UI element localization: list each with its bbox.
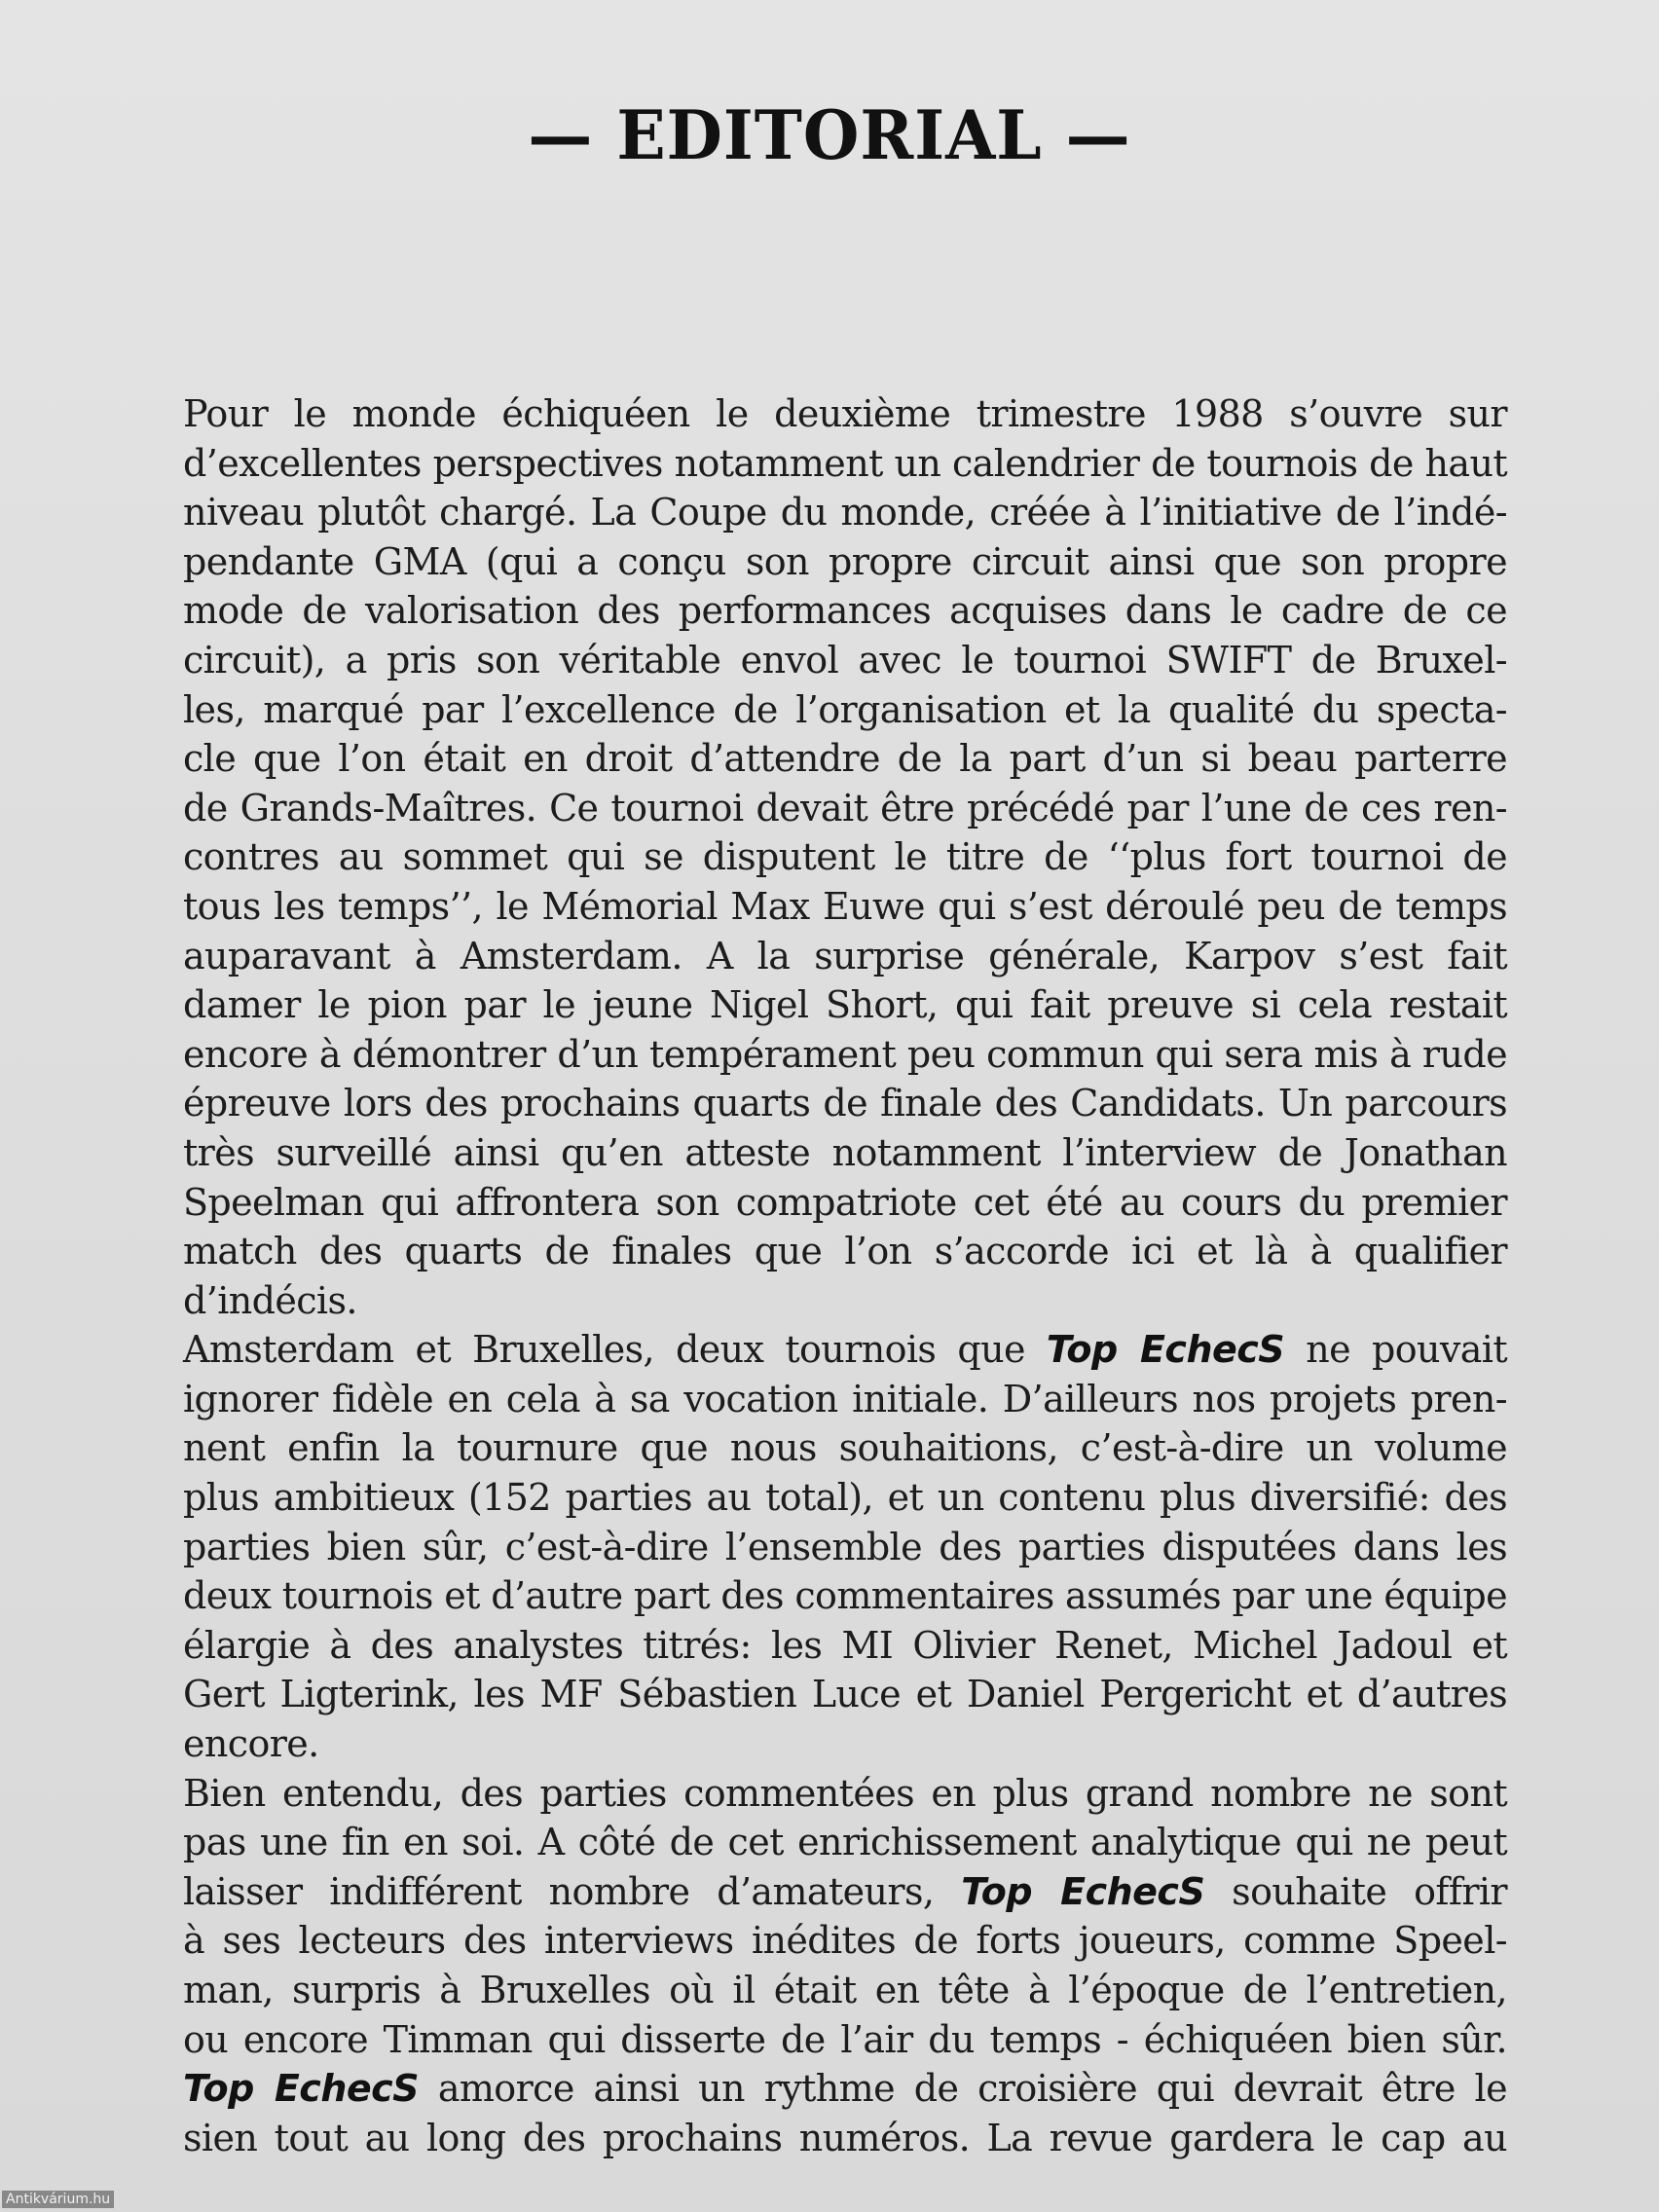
page-title: — EDITORIAL —: [528, 95, 1131, 175]
text-line: ou encore Timman qui disserte de l’air du temps - échiquéen bien sûr.: [183, 2017, 1507, 2061]
text-line: cle que l’on était en droit d’attendre de la part d’un si beau parterre: [183, 737, 1507, 781]
text-line: damer le pion par le jeune Nigel Short, qui fait preuve si cela restait: [183, 983, 1507, 1027]
text-line: auparavant à Amsterdam. A la surprise générale, Karpov s’est fait: [183, 934, 1507, 977]
text-line: Speelman qui affrontera son compatriote cet été au cours du premier: [183, 1180, 1507, 1224]
text-line: d’indécis.: [183, 1278, 357, 1322]
text-line-with-brand: [183, 2064, 1507, 2114]
text-line: de Grands-Maîtres. Ce tournoi devait être précédé par l’une de ces ren-: [183, 786, 1507, 830]
text-line: pas une fin en soi. A côté de cet enrichissement analytique qui ne peut: [183, 1821, 1507, 1864]
text-line: ignorer fidèle en cela à sa vocation initiale. D’ailleurs nos projets pren-: [183, 1377, 1507, 1420]
brand-name: Top EchecS: [1046, 1328, 1285, 1372]
text-line-with-brand: [183, 1867, 1507, 1917]
watermark: Antikvárium.hu: [2, 2191, 114, 2208]
text-line: match des quarts de finales que l’on s’accorde ici et là à qualifier: [183, 1230, 1507, 1273]
text-line: tous les temps’’, le Mémorial Max Euwe qui s’est déroulé peu de temps: [183, 884, 1507, 928]
text-line: très surveillé ainsi qu’en atteste notamment l’interview de Jonathan: [183, 1130, 1507, 1174]
text-line: contres au sommet qui se disputent le titre de ‘‘plus fort tournoi de: [183, 835, 1507, 879]
text-line: mode de valorisation des performances acquises dans le cadre de ce: [183, 589, 1507, 633]
text-line: Bien entendu, des parties commentées en plus grand nombre ne sont: [183, 1771, 1507, 1815]
text-line: deux tournois et d’autre part des commentaires assumés par une équipe: [183, 1574, 1507, 1618]
text-line: Pour le monde échiquéen le deuxième trimestre 1988 s’ouvre sur: [183, 392, 1507, 435]
text-line: Gert Ligterink, les MF Sébastien Luce et Daniel Pergericht et d’autres: [183, 1673, 1507, 1716]
text-line: à ses lecteurs des interviews inédites de forts joueurs, comme Speel-: [183, 1919, 1507, 1963]
editorial-body: [183, 389, 1507, 2162]
text-line: les, marqué par l’excellence de l’organisation et la qualité du specta-: [183, 687, 1507, 731]
text-segment: Amsterdam et Bruxelles, deux tournois que: [183, 1328, 1025, 1372]
text-line: encore.: [183, 1722, 319, 1766]
text-line: d’excellentes perspectives notamment un calendrier de tournois de haut: [183, 441, 1507, 485]
text-segment: ne pouvait: [1306, 1328, 1508, 1372]
brand-name: Top EchecS: [961, 1869, 1205, 1913]
text-segment: souhaite offrir: [1232, 1869, 1507, 1913]
text-segment: laisser indifférent nombre d’amateurs,: [183, 1869, 935, 1913]
text-line-with-brand: [183, 1325, 1507, 1375]
brand-name: Top EchecS: [183, 2067, 420, 2111]
text-line: sien tout au long des prochains numéros. La revue gardera le cap au: [183, 2116, 1507, 2159]
text-line: circuit), a pris son véritable envol avec le tournoi SWIFT de Bruxel-: [183, 638, 1507, 682]
text-line: élargie à des analystes titrés: les MI Olivier Renet, Michel Jadoul et: [183, 1623, 1507, 1667]
text-line: pendante GMA (qui a conçu son propre circuit ainsi que son propre: [183, 539, 1507, 583]
text-segment: amorce ainsi un rythme de croisière qui devrait être le: [437, 2067, 1507, 2111]
text-line: nent enfin la tournure que nous souhaitions, c’est-à-dire un volume: [183, 1426, 1507, 1470]
text-line: niveau plutôt chargé. La Coupe du monde, créée à l’initiative de l’indé-: [183, 491, 1507, 535]
text-line: parties bien sûr, c’est-à-dire l’ensemble des parties disputées dans les: [183, 1525, 1507, 1568]
text-line: man, surpris à Bruxelles où il était en tête à l’époque de l’entretien,: [183, 1969, 1507, 2011]
text-line: encore à démontrer d’un tempérament peu commun qui sera mis à rude: [183, 1032, 1507, 1076]
text-line: plus ambitieux (152 parties au total), et un contenu plus diversifié: des: [183, 1476, 1507, 1520]
text-line: épreuve lors des prochains quarts de finale des Candidats. Un parcours: [183, 1082, 1507, 1125]
